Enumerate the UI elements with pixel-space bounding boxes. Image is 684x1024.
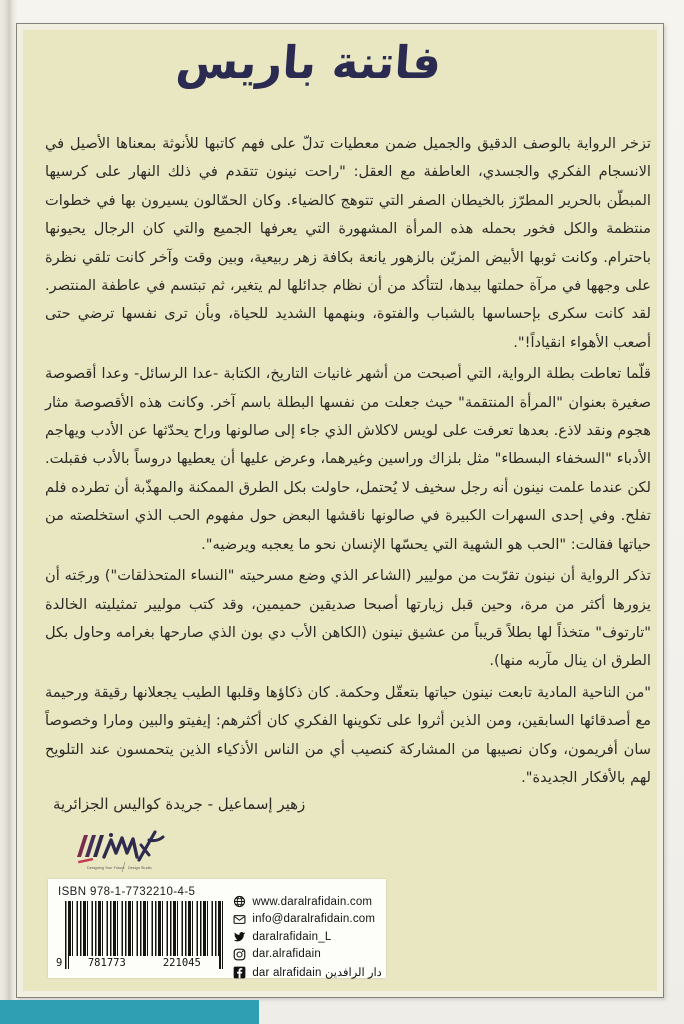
- cover-cream-panel: [23, 30, 657, 991]
- book-page-edge: [0, 0, 17, 1005]
- barcode-digits: [69, 956, 219, 969]
- barcode-wrap: [56, 901, 223, 969]
- globe-icon: [233, 895, 246, 908]
- barcode-digit-leading: 9: [56, 957, 63, 969]
- contact-row-website: [233, 895, 381, 908]
- facebook-icon: [233, 966, 246, 979]
- book-back-cover: [16, 23, 664, 998]
- contact-label: www.daralrafidain.com: [252, 895, 373, 908]
- review-paragraph: قلّما تعاطت بطلة الرواية، التي أصبحت من أشهر غانيات التاريخ، الكتابة -عدا الرسائل- وعدا أقصوصة صغيرة بعنوان "المرأة المنتقمة" حيث جعلت من نفسها البطلة باسم آخر. وكانت هذه الأقصوصة مثار هجوم ونقد لاذع. بعدها تعرفت على لويس لاكلاش الذي جاء إلى صالونها وراح يحدّثها عن الأدب ويهاجم الأدباء "السخفاء البسطاء" مثل بلزاك وراسين وغيرهما، وعرض عليها أن يعطيها دروساً بالأدب فقبلت. لكن عندما علمت نينون أنه رجل سخيف لا يُحتمل، حاولت بكل الطرق الممكنة والمهذّبة أن تطرده فلم تفلح. وفي إحدى السهرات الكبيرة في صالونها ناقشها البعض حول مفهوم الحب الذي استخلصته من حياتها فقالت: "الحب هو الشهية التي يحسّها الإنسان نحو ما يعجبه ويرضيه".: [45, 365, 651, 553]
- contact-label: dar.alrafidain: [252, 948, 321, 960]
- accent-teal-band: [0, 1000, 259, 1024]
- isbn-label: ISBN 978-1-7732210-4-5: [58, 886, 196, 898]
- review-paragraph: "من الناحية المادية تابعت نينون حياتها بتعقّل وحكمة. كان ذكاؤها وقلبها الطيب يجعلانها رقيقة ورحيمة مع أصدقائها السابقين، ومن الذين أثروا على تكوينها الفكري كان أكثرهم: إيفيتو والبين ومارا وخصوصاً سان أفريمون، وكان نصيبها من المشاركة كنصيب أي من الناس الأذكياء الذين يتحمسون عند التلويح لهم بالأفكار الجديدة".: [45, 683, 651, 786]
- publisher-design-studio-logo: [73, 830, 173, 878]
- contact-label: daralrafidain_L: [252, 930, 332, 943]
- contact-label: info@daralrafidain.com: [252, 913, 376, 925]
- twitter-icon: [233, 930, 246, 943]
- barcode-digit-group: 221045: [162, 957, 201, 969]
- email-icon: [233, 913, 246, 926]
- barcode-digit-group: 781773: [87, 957, 126, 969]
- review-text-block: [45, 130, 651, 795]
- ean-barcode: [65, 901, 223, 969]
- publisher-contacts: [233, 885, 382, 979]
- contact-row-email: [233, 913, 381, 926]
- review-attribution: زهير إسماعيل - جريدة كواليس الجزائرية: [53, 795, 306, 813]
- book-title: فاتنة باريس: [174, 36, 443, 89]
- contact-row-twitter: [233, 930, 381, 943]
- logo-tagline-right: Design Studio: [128, 866, 152, 870]
- instagram-icon: [233, 948, 246, 961]
- review-paragraph: تزخر الرواية بالوصف الدقيق والجميل ضمن معطيات تدلّ على فهم كاتبها للأنوثة بمعناها الأصيل في الانسجام الفكري والجسدي، العاطفة مع العقل: "راحت نينون تتقدم في ذلك النهار على كرسيها المبطّن بالحرير المطرّز بالخيطان الصفر التي تتوهج كالضياء. وكان الحمّالون يسيرون بها في خطوات منتظمة والكل فخور بحمله هذه المرأة المشهورة التي يعرفها الجميع والتي كان الرجال يحيونها باحترام. وكانت ثوبها الأبيض المزيّن بالزهور يانعة بكافة زهر ربيعية، وبين وقت وآخر كانت تلقي نظرة على وجهها في مرآة حملتها بيدها، لتتأكد من أن نظام جدائلها لم يتغير، ثم تبتسم في عاطفة المنتصر. لقد كانت سكرى بإحساسها بالشباب والفتوة، وبنهمها الشديد للحياة، وبأن ترى نفسها ترضي حتى أصعب الأهواء انقياداً!".: [45, 135, 651, 351]
- isbn-section: [56, 885, 223, 972]
- contact-label: dar alrafidain دار الرافدين: [252, 967, 382, 979]
- logo-mark: [77, 832, 163, 863]
- contact-row-facebook: [233, 965, 381, 979]
- review-paragraph: تذكر الرواية أن نينون تقرّبت من موليير (الشاعر الذي وضع مسرحيته "النساء المتحذلقات") ورجَته أن يزورها أكثر من مرة، وحين قبل زيارتها أصبحا صديقين حميمين، وقد كتب موليير تمثيليته الخالدة "تارتوف" متخذاً لها بطلاً قريباً من عشيق نينون (الكاهن الأب دي بون الذي صارحها بغرامه وحاول بكل الطرق ان ينال مآربه منها).: [45, 567, 651, 670]
- logo-tagline-left: Designing Your Future: [87, 866, 125, 870]
- contact-row-instagram: [233, 948, 381, 961]
- isbn-contact-box: [48, 879, 386, 978]
